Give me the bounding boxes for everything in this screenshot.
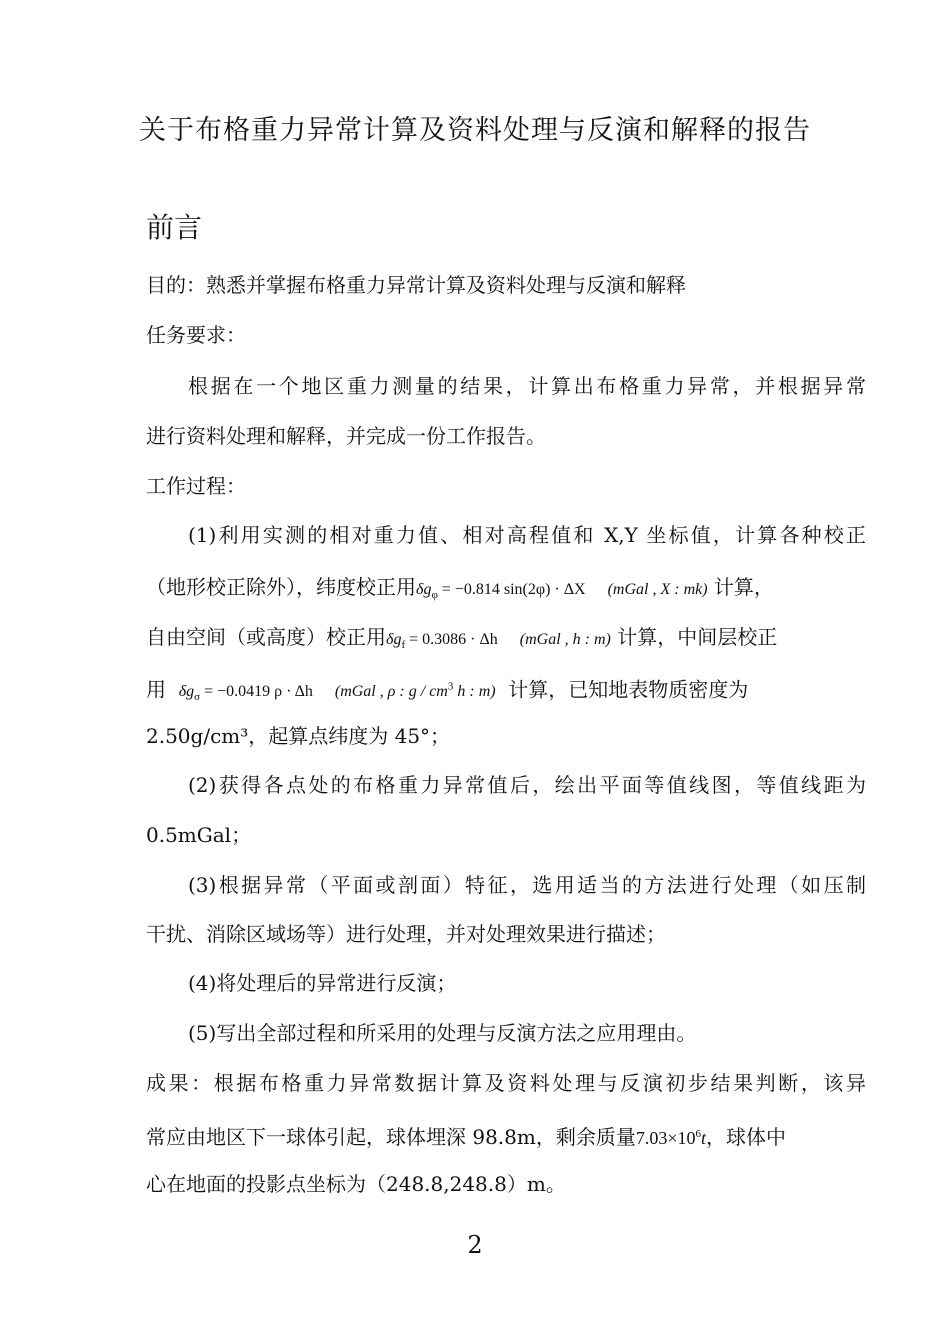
task-label: 任务要求：: [146, 323, 246, 347]
result-line-2-text: 常应由地区下一球体引起，球体埋深 98.8m，剩余质量: [146, 1125, 636, 1149]
step1-line-2-text: （地形校正除外），纬度校正用: [146, 575, 416, 599]
step1-line-4-text: 用: [146, 677, 166, 702]
formula-mid-lhs: δg: [178, 683, 195, 701]
step1-line-3-text: 自由空间（或高度）校正用: [146, 625, 386, 649]
report-title: 关于布格重力异常计算及资料处理与反演和解释的报告: [139, 115, 811, 146]
step1-line-4: [146, 672, 866, 713]
free-air-correction-formula: [386, 631, 611, 652]
step1-line-1: (1)利用实测的相对重力值、相对高程值和 X,Y 坐标值，计算各种校正: [188, 523, 866, 547]
step2-line-1: (2)获得各点处的布格重力异常值后，绘出平面等值线图，等值线距为: [188, 773, 866, 797]
formula-mid-rhs: = −0.0419 ρ · Δh: [204, 683, 313, 701]
preface-heading: 前言: [146, 211, 203, 244]
formula-free-units: (mGal , h : m): [519, 631, 611, 648]
page-number: 2: [467, 1231, 483, 1259]
step1-line-2-end: 计算，: [713, 575, 774, 599]
formula-lat-sub: φ: [431, 589, 438, 602]
formula-mid-units-sup: 3: [447, 681, 454, 693]
step1-line-3-end: 计算，中间层校正: [617, 625, 778, 649]
formula-free-lhs: δg: [386, 631, 402, 648]
step1-line-2: [146, 572, 866, 610]
task-line-1: 根据在一个地区重力测量的结果，计算出布格重力异常，并根据异常: [188, 374, 866, 398]
step3-line-1: (3)根据异常（平面或剖面）特征，选用适当的方法进行处理（如压制: [188, 873, 866, 897]
formula-free-sub: f: [401, 639, 406, 652]
result-line-2-end: ，球体中: [706, 1125, 787, 1149]
formula-mid-sub: σ: [194, 691, 201, 704]
task-line-2: 进行资料处理和解释，并完成一份工作报告。: [146, 424, 546, 448]
formula-lat-rhs: = −0.814 sin(2φ) · ΔX: [441, 581, 586, 598]
step4-line: (4)将处理后的异常进行反演；: [188, 971, 457, 995]
result-mass: 7.03×10: [635, 1128, 696, 1148]
step3-line-2: 干扰、消除区域场等）进行处理，并对处理效果进行描述；: [146, 922, 666, 946]
formula-mid-units-b: h : m): [457, 683, 496, 701]
bouguer-slab-correction-formula: [178, 681, 496, 704]
result-line-2: [146, 1119, 866, 1153]
step1-line-3: [146, 622, 866, 660]
result-mass-unit: t: [701, 1128, 707, 1148]
latitude-correction-formula: [416, 581, 708, 602]
step1-line-4-end: 计算，已知地表物质密度为: [508, 677, 749, 702]
result-line-1: 成果：根据布格重力异常数据计算及资料处理与反演初步结果判断，该异: [146, 1071, 866, 1095]
step1-line-5: 2.50g/cm³，起算点纬度为 45°；: [146, 724, 451, 748]
result-mass-exp: 6: [695, 1128, 702, 1140]
remaining-mass-value: [636, 1128, 706, 1148]
purpose-line: 目的：熟悉并掌握布格重力异常计算及资料处理与反演和解释: [146, 273, 686, 297]
formula-free-rhs: = 0.3086 · Δh: [409, 631, 498, 648]
process-label: 工作过程：: [146, 474, 246, 498]
formula-lat-lhs: δg: [416, 581, 432, 598]
step5-line: (5)写出全部过程和所采用的处理与反演方法之应用理由。: [188, 1021, 697, 1045]
formula-mid-units-a: (mGal , ρ : g / cm: [334, 683, 448, 701]
step2-line-2: 0.5mGal；: [146, 823, 252, 847]
result-line-3: 心在地面的投影点坐标为（248.8,248.8）m。: [146, 1172, 566, 1196]
formula-lat-units: (mGal , X : mk): [607, 581, 708, 598]
